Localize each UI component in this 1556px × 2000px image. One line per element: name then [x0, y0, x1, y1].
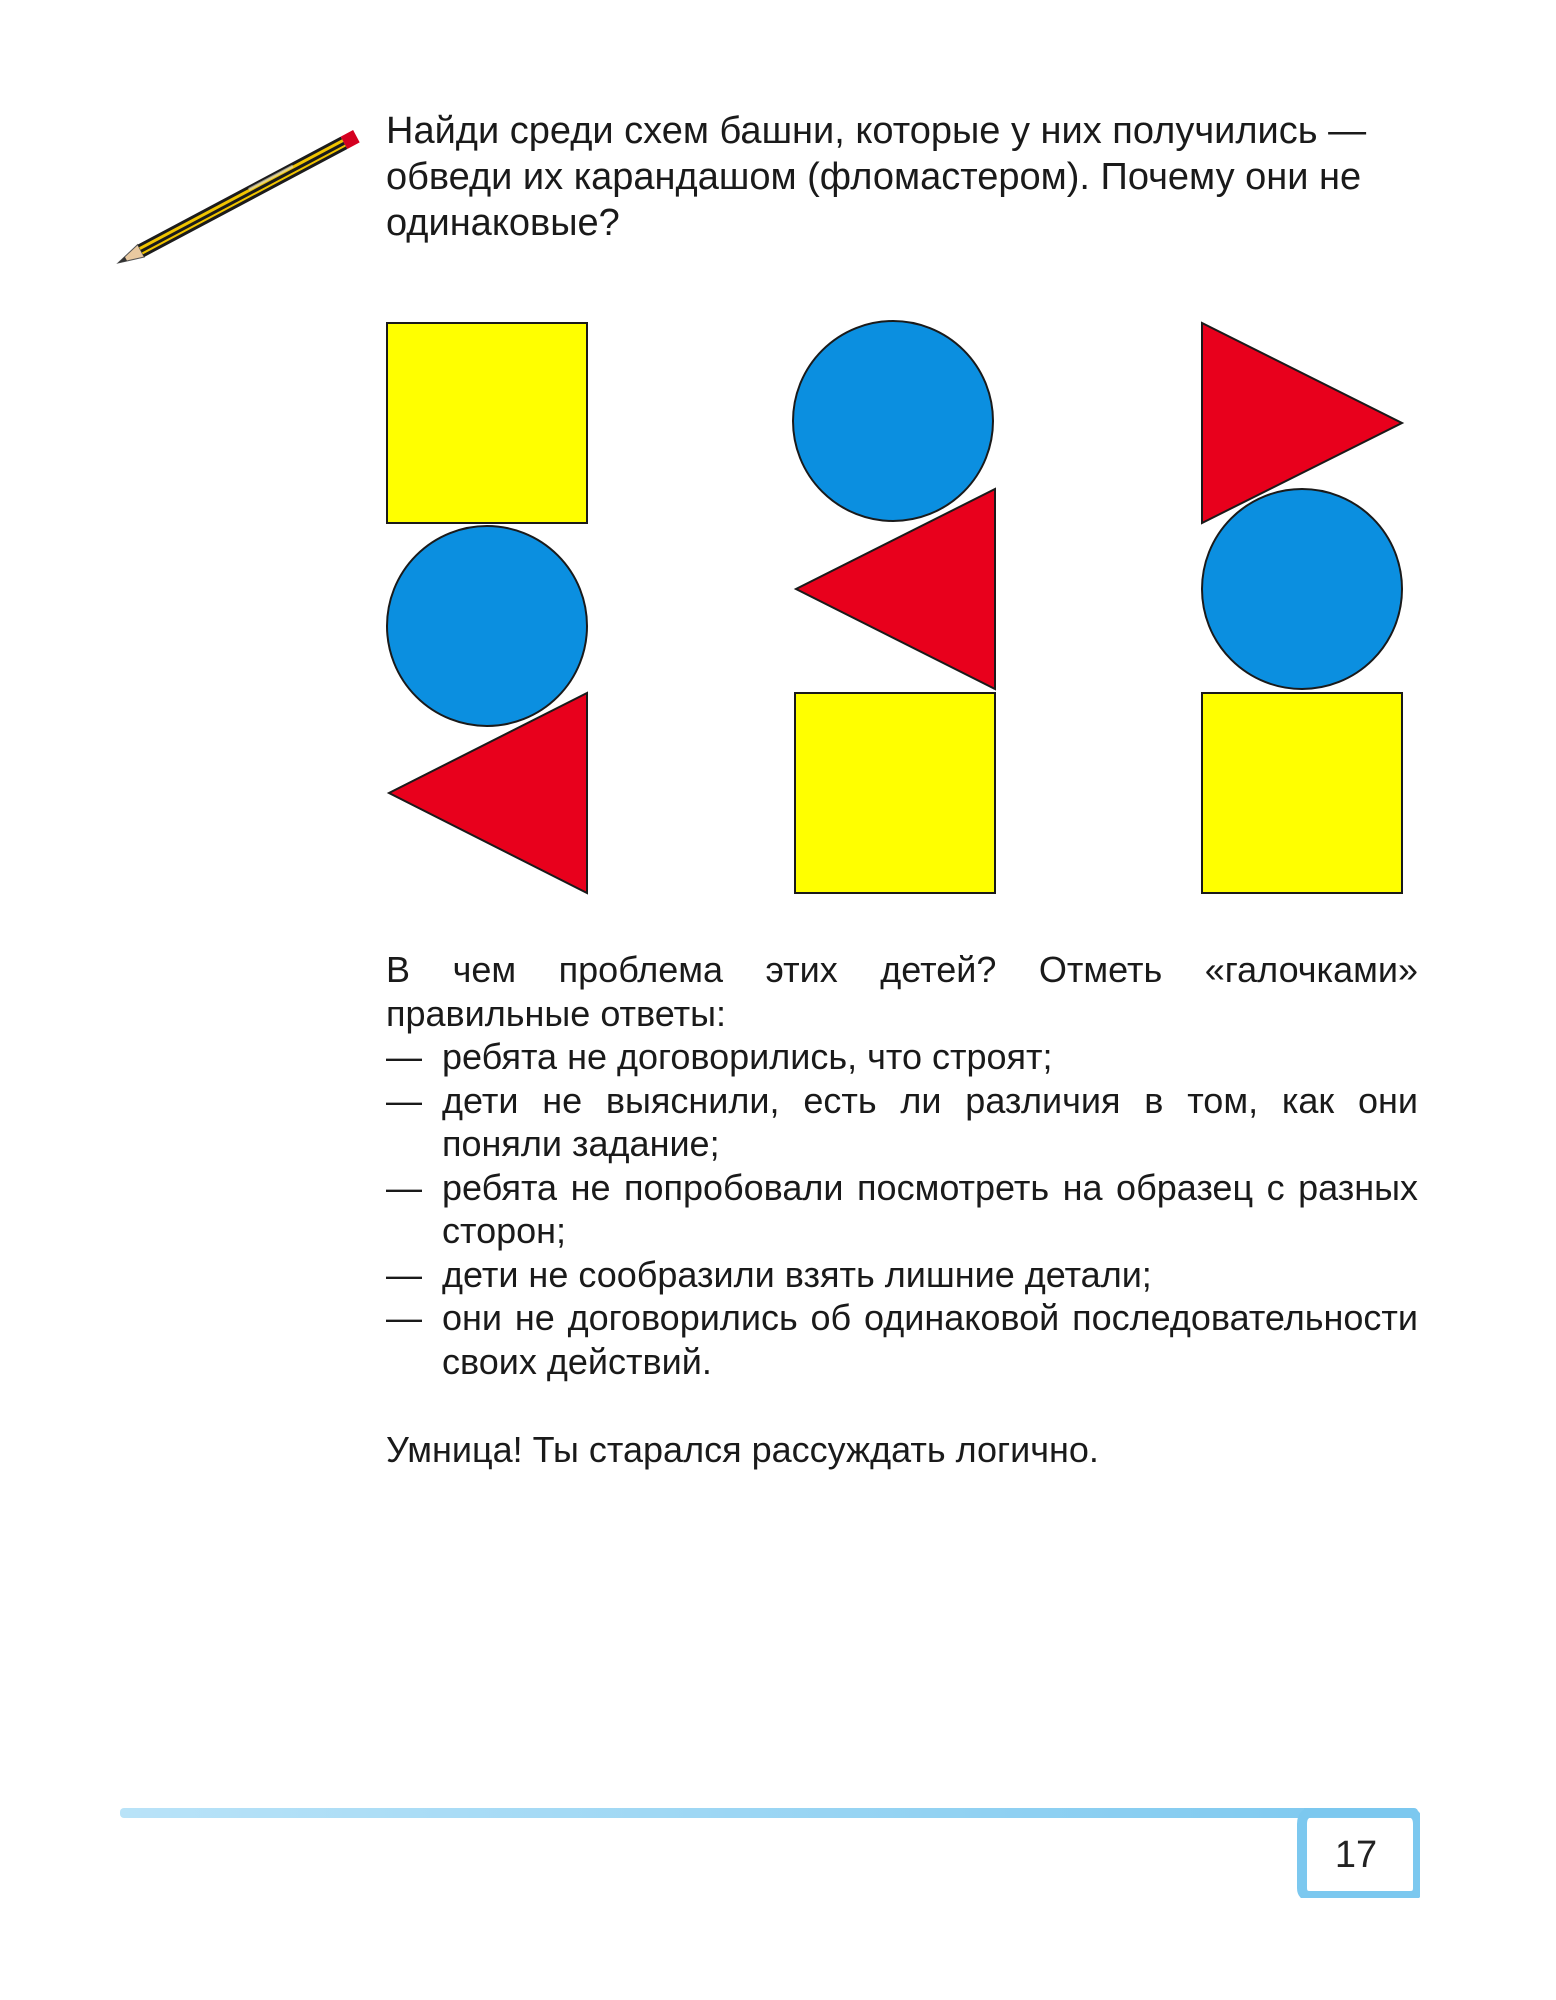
- dash-bullet: —: [386, 1036, 422, 1077]
- question-intro: В чем проблема этих детей? Отметь «галочками» правильные ответы:: [386, 949, 1418, 1034]
- praise-text: Умница! Ты старался рассуждать логично.: [386, 1429, 1099, 1470]
- dash-bullet: —: [386, 1297, 422, 1338]
- answer-text: дети не выяснили, есть ли различия в том, как они поняли задание;: [442, 1079, 1418, 1164]
- tower-2: [793, 321, 995, 893]
- answer-text: они не договорились об одинаковой последовательности своих действий.: [442, 1297, 1418, 1382]
- yellow-square: [387, 323, 587, 523]
- blue-circle: [387, 526, 587, 726]
- answer-text: дети не сообразили взять лишние детали;: [442, 1253, 1152, 1295]
- question-block: [386, 948, 1418, 1383]
- answer-item: [386, 1079, 1418, 1166]
- tower-1: [387, 323, 587, 893]
- pencil-icon: [110, 115, 370, 275]
- answers-list: [386, 1035, 1418, 1383]
- dash-bullet: —: [386, 1166, 422, 1208]
- towers-figure: [380, 310, 1420, 900]
- blue-circle: [793, 321, 993, 521]
- yellow-square: [795, 693, 995, 893]
- answer-item: [386, 1296, 1418, 1383]
- page-number: 17: [1334, 1834, 1378, 1876]
- dash-bullet: —: [386, 1079, 422, 1121]
- blue-circle: [1202, 489, 1402, 689]
- tower-3: [1202, 323, 1402, 893]
- answer-item: [386, 1166, 1418, 1253]
- answer-item: [386, 1253, 1418, 1297]
- answer-item: [386, 1035, 1418, 1079]
- task-instruction: Найди среди схем башни, которые у них получились — обведи их карандашом (фломастером). Почему они не одинаковые?: [386, 110, 1367, 244]
- answer-text: ребята не договорились, что строят;: [442, 1036, 1053, 1077]
- yellow-square: [1202, 693, 1402, 893]
- dash-bullet: —: [386, 1253, 422, 1295]
- footer-bar: [120, 1808, 1420, 1898]
- answer-text: ребята не попробовали посмотреть на образец с разных сторон;: [442, 1166, 1418, 1251]
